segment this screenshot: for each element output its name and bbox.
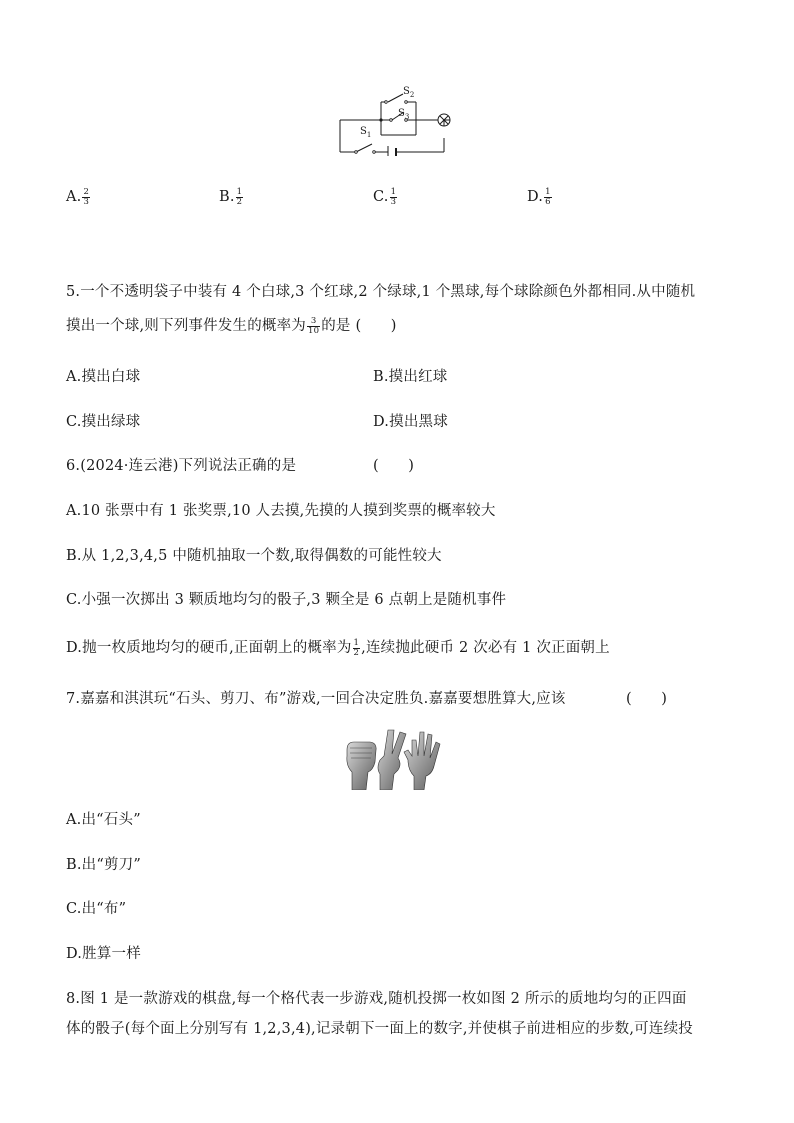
q7-bracket: ( ) <box>626 691 668 707</box>
q7-option-d: D.胜算一样 <box>66 946 141 962</box>
q5-stem-line1: 5.一个不透明袋子中装有 4 个白球,3 个红球,2 个绿球,1 个黑球,每个球除颜色外都相同.从中随机 <box>66 284 696 300</box>
rock-hand-icon <box>347 742 376 790</box>
q5-option-d: D.摸出黑球 <box>373 414 448 430</box>
q5-option-c: C.摸出绿球 <box>66 414 141 430</box>
q6-option-b: B.从 1,2,3,4,5 中随机抽取一个数,取得偶数的可能性较大 <box>66 548 442 564</box>
switch-s1-label: $S_1$ <box>360 126 372 139</box>
q7-option-a: A.出“石头” <box>66 812 141 828</box>
paper-hand-icon <box>404 732 440 790</box>
q5-option-b: B.摸出红球 <box>373 369 448 385</box>
q7-stem: 7.嘉嘉和淇淇玩“石头、剪刀、布”游戏,一回合决定胜负.嘉嘉要想胜算大,应该 <box>66 691 566 707</box>
q7-option-b: B.出“剪刀” <box>66 857 141 873</box>
q8-stem-line2: 体的骰子(每个面上分别写有 1,2,3,4),记录朝下一面上的数字,并使棋子前进相应的步数,可连续投 <box>66 1021 693 1037</box>
q5-stem-line2: 摸出一个球,则下列事件发生的概率为 $\frac{3}{10}$ 的是 ( ) <box>66 315 397 336</box>
q4-option-d: D. $\frac{1}{6}$ <box>527 186 551 207</box>
q6-option-a: A.10 张票中有 1 张奖票,10 人去摸,先摸的人摸到奖票的概率较大 <box>66 503 496 519</box>
switch-s3-label: $S_3$ <box>398 108 410 121</box>
q6-option-d: D.抛一枚质地均匀的硬币,正面朝上的概率为 $\frac{1}{2}$ ,连续抛此硬币 2 次必有 1 次正面朝上 <box>66 637 610 658</box>
q4-option-a: A. $\frac{2}{3}$ <box>66 186 90 207</box>
scissors-hand-icon <box>378 730 406 790</box>
q6-bracket: ( ) <box>373 458 415 474</box>
q4-option-b: B. $\frac{1}{2}$ <box>219 186 243 207</box>
q8-stem-line1: 8.图 1 是一款游戏的棋盘,每一个格代表一步游戏,随机投掷一枚如图 2 所示的质地均匀的正四面 <box>66 991 687 1007</box>
switch-s2-label: $S_2$ <box>403 86 415 99</box>
q7-option-c: C.出“布” <box>66 901 127 917</box>
q6-stem: 6.(2024·连云港)下列说法正确的是 <box>66 458 297 474</box>
q6-option-c: C.小强一次掷出 3 颗质地均匀的骰子,3 颗全是 6 点朝上是随机事件 <box>66 592 507 608</box>
rock-paper-scissors-hands-image <box>344 728 444 790</box>
q5-option-a: A.摸出白球 <box>66 369 141 385</box>
q4-option-c: C. $\frac{1}{3}$ <box>373 186 397 207</box>
